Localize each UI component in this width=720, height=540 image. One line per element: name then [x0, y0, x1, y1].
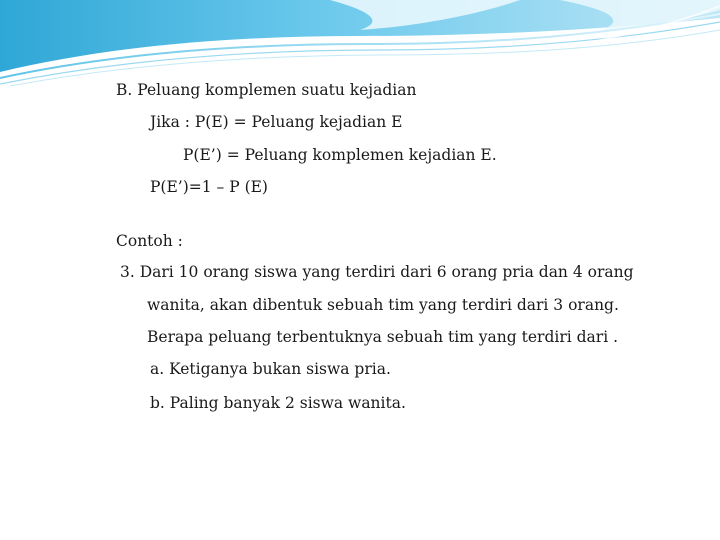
section-heading: B. Peluang komplemen suatu kejadian [116, 81, 417, 99]
option-b: b. Paling banyak 2 siswa wanita. [150, 394, 406, 412]
example-label: Contoh : [116, 232, 183, 250]
question-line: Berapa peluang terbentuknya sebuah tim yang terdiri dari . [147, 328, 619, 346]
complement-definition-line: P(E’) = Peluang komplemen kejadian E. [183, 146, 497, 164]
question-line: 3. Dari 10 orang siswa yang terdiri dari 6 orang pria dan 4 orang [120, 263, 634, 281]
definition-line: Jika : P(E) = Peluang kejadian E [150, 113, 403, 131]
option-a: a. Ketiganya bukan siswa pria. [150, 360, 391, 378]
question-line: wanita, akan dibentuk sebuah tim yang terdiri dari 3 orang. [147, 296, 619, 314]
complement-formula: P(E’)=1 – P (E) [150, 178, 268, 196]
